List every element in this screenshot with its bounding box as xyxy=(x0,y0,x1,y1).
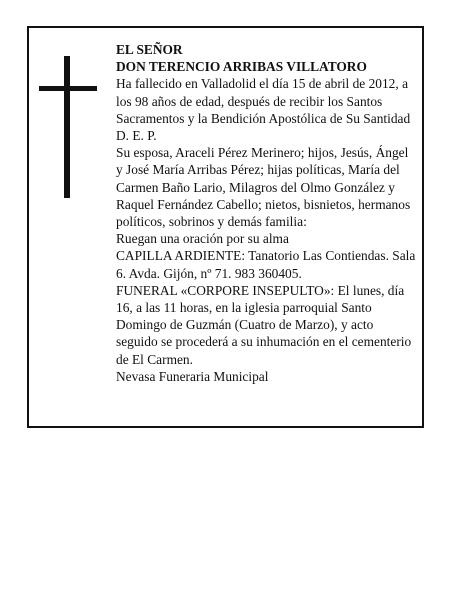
obituary-notice xyxy=(27,26,424,428)
notice-heading: EL SEÑOR xyxy=(116,42,183,57)
latin-cross-icon xyxy=(39,56,97,198)
notice-text xyxy=(116,41,416,385)
prayer-request: Ruegan una oración por su alma xyxy=(116,231,289,247)
funeral-home: Nevasa Funeraria Municipal xyxy=(116,368,269,384)
death-announcement: Ha fallecido en Valladolid el día 15 de abril de 2012, a los 98 años de edad, después de recibir los Santos Sacramentos y la Bendición Apostólica de Su Santidad D. E. P. xyxy=(116,76,411,144)
chapel-info: CAPILLA ARDIENTE: Tanatorio Las Contiendas. Sala 6. Avda. Gijón, nº 71. 983 360405. xyxy=(116,248,416,281)
family-list: Su esposa, Araceli Pérez Merinero; hijos, Jesús, Ángel y José María Arribas Pérez; hijas políticas, María del Carmen Baño Lario, Milagros del Olmo González y Raquel Fernández Cabello; nietos, bisnietos, hermanos políticos, sobrinos y demás familia: xyxy=(116,145,411,230)
deceased-name: DON TERENCIO ARRIBAS VILLATORO xyxy=(116,59,367,75)
funeral-info: FUNERAL «CORPORE INSEPULTO»: El lunes, día 16, a las 11 horas, en la iglesia parroquial Santo Domingo de Guzmán (Cuatro de Marzo), y acto seguido se procederá a su inhumación en el cementerio de El Carmen. xyxy=(116,282,412,367)
